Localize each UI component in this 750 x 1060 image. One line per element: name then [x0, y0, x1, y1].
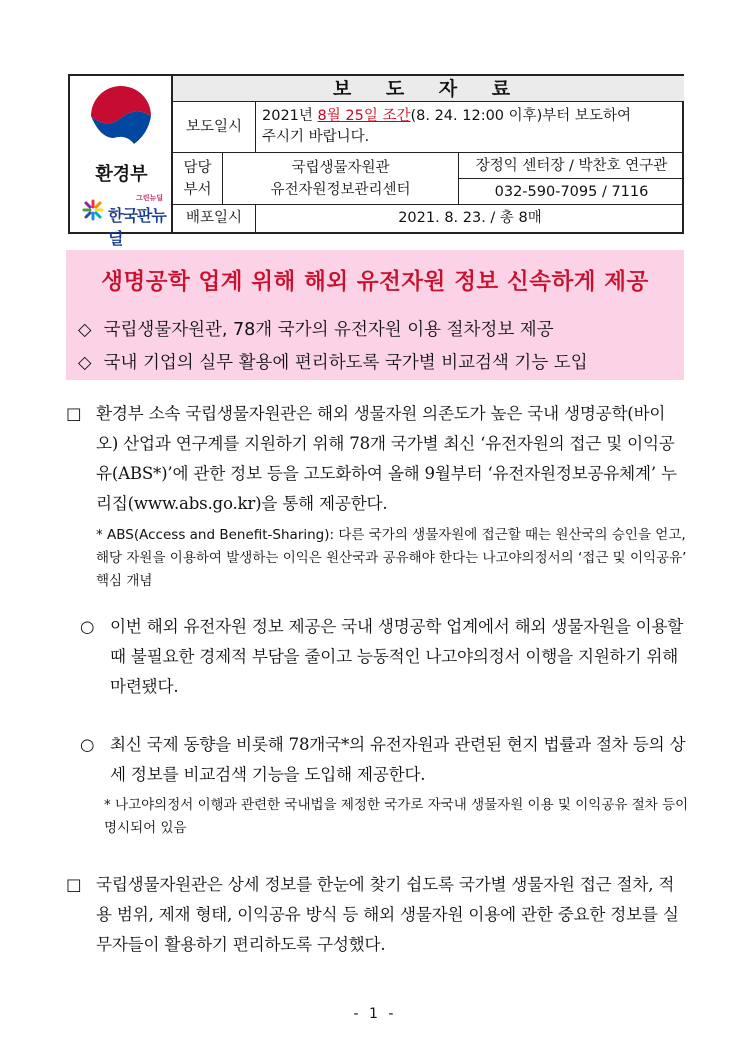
paragraph-3-text: 최신 국제 동향을 비롯해 78개국*의 유전자원과 관련된 현지 법률과 절차 등의 상세 정보를 비교검색 기능을 도입해 제공한다. [110, 735, 686, 784]
release-date-highlight: 8월 25일 조간 [317, 108, 411, 124]
paragraph-2 [80, 612, 686, 702]
diamond-bullet-icon: ◇ [78, 353, 92, 373]
new-deal-star-icon [82, 199, 104, 221]
paragraph-4 [66, 870, 686, 960]
paragraph-1 [66, 399, 686, 519]
paragraph-2-text: 이번 해외 유전자원 정보 제공은 국내 생명공학 업계에서 해외 생물자원을 이용할 때 불필요한 경제적 부담을 줄이고 능동적인 나고야의정서 이행을 지원하기 위해 마련됐다. [110, 617, 684, 696]
distribution-label: 배포일시 [173, 205, 256, 232]
footnote-abs: * ABS(Access and Benefit-Sharing): 다른 국가의 생물자원에 접근할 때는 원산국의 승인을 얻고, 해당 자원을 이용하여 발생하는 이익은 원산국과 공유해야 한다는 나고야의정서의 ‘접근 및 이익공유’ 핵심 개념 [96, 527, 687, 589]
circle-bullet-icon: ○ [80, 617, 95, 636]
circle-bullet-icon: ○ [80, 735, 95, 754]
paragraph-1-text: 환경부 소속 국립생물자원관은 해외 생물자원 의존도가 높은 국내 생명공학(바이오) 산업과 연구계를 지원하기 위해 78개 국가별 최신 ‘유전자원의 접근 및 이익공유(ABS*)’에 관한 정보 등을 고도화하여 올해 9월부터 ‘유전자원정보공유체계’ 누리집(www.abs.go.kr)을 통해 제공한다. [96, 404, 677, 513]
contact-persons: 장정익 센터장 / 박찬호 연구관 [459, 153, 684, 179]
document-title: 보 도 자 료 [173, 76, 684, 102]
paragraph-4-text: 국립생물자원관은 상세 정보를 한눈에 찾기 쉽도록 국가별 생물자원 접근 절차, 적용 범위, 제재 형태, 이익공유 방식 등 해외 생물자원 이용에 관한 중요한 정보를 실무자들이 활용하기 편리하도록 구성했다. [96, 875, 679, 954]
diamond-bullet-icon: ◇ [78, 320, 92, 340]
green-new-deal-label: 그린뉴딜 [136, 194, 164, 202]
government-emblem-icon [86, 86, 156, 156]
contact-phone: 032-590-7095 / 7116 [459, 179, 684, 205]
korean-new-deal-label: 한국판뉴딜 [108, 206, 166, 248]
ministry-name: 환경부 [95, 164, 148, 185]
release-date-suffix: (8. 24. 12:00 이후)부터 보도하여 [410, 108, 631, 124]
headline-box [66, 250, 684, 380]
logo-cell [70, 76, 173, 248]
department-name-line1: 국립생물자원관 [291, 160, 390, 176]
department-name [223, 153, 459, 205]
release-date-line2: 주시기 바랍니다. [262, 129, 370, 145]
subheadline-1-text: 국립생물자원관, 78개 국가의 유전자원 이용 절차정보 제공 [103, 320, 554, 340]
department-label-line2: 부서 [183, 182, 212, 198]
department-name-line2: 유전자원정보관리센터 [270, 182, 411, 198]
release-time-text [256, 102, 684, 153]
footnote-countries: * 나고야의정서 이행과 관련한 국내법을 제정한 국가로 자국내 생물자원 이용 및 이익공유 절차 등이 명시되어 있음 [104, 797, 689, 836]
square-bullet-icon: □ [66, 875, 82, 894]
release-time-label: 보도일시 [173, 102, 256, 153]
subheadline-2-text: 국내 기업의 실무 활용에 편리하도록 국가별 비교검색 기능 도입 [103, 353, 588, 373]
release-date-prefix: 2021년 [262, 108, 318, 124]
square-bullet-icon: □ [66, 404, 82, 423]
distribution-date: 2021. 8. 23. / 총 8매 [398, 210, 542, 226]
paragraph-3 [80, 730, 686, 790]
korean-new-deal-logo [78, 193, 168, 248]
subheadline-1 [78, 316, 554, 341]
page-number: - 1 - [353, 1006, 397, 1022]
press-release-header [68, 74, 684, 248]
department-label-line1: 담당 [183, 160, 212, 176]
headline-title: 생명공학 업계 위해 해외 유전자원 정보 신속하게 제공 [101, 269, 649, 295]
department-label [173, 153, 223, 205]
subheadline-2 [78, 349, 588, 374]
